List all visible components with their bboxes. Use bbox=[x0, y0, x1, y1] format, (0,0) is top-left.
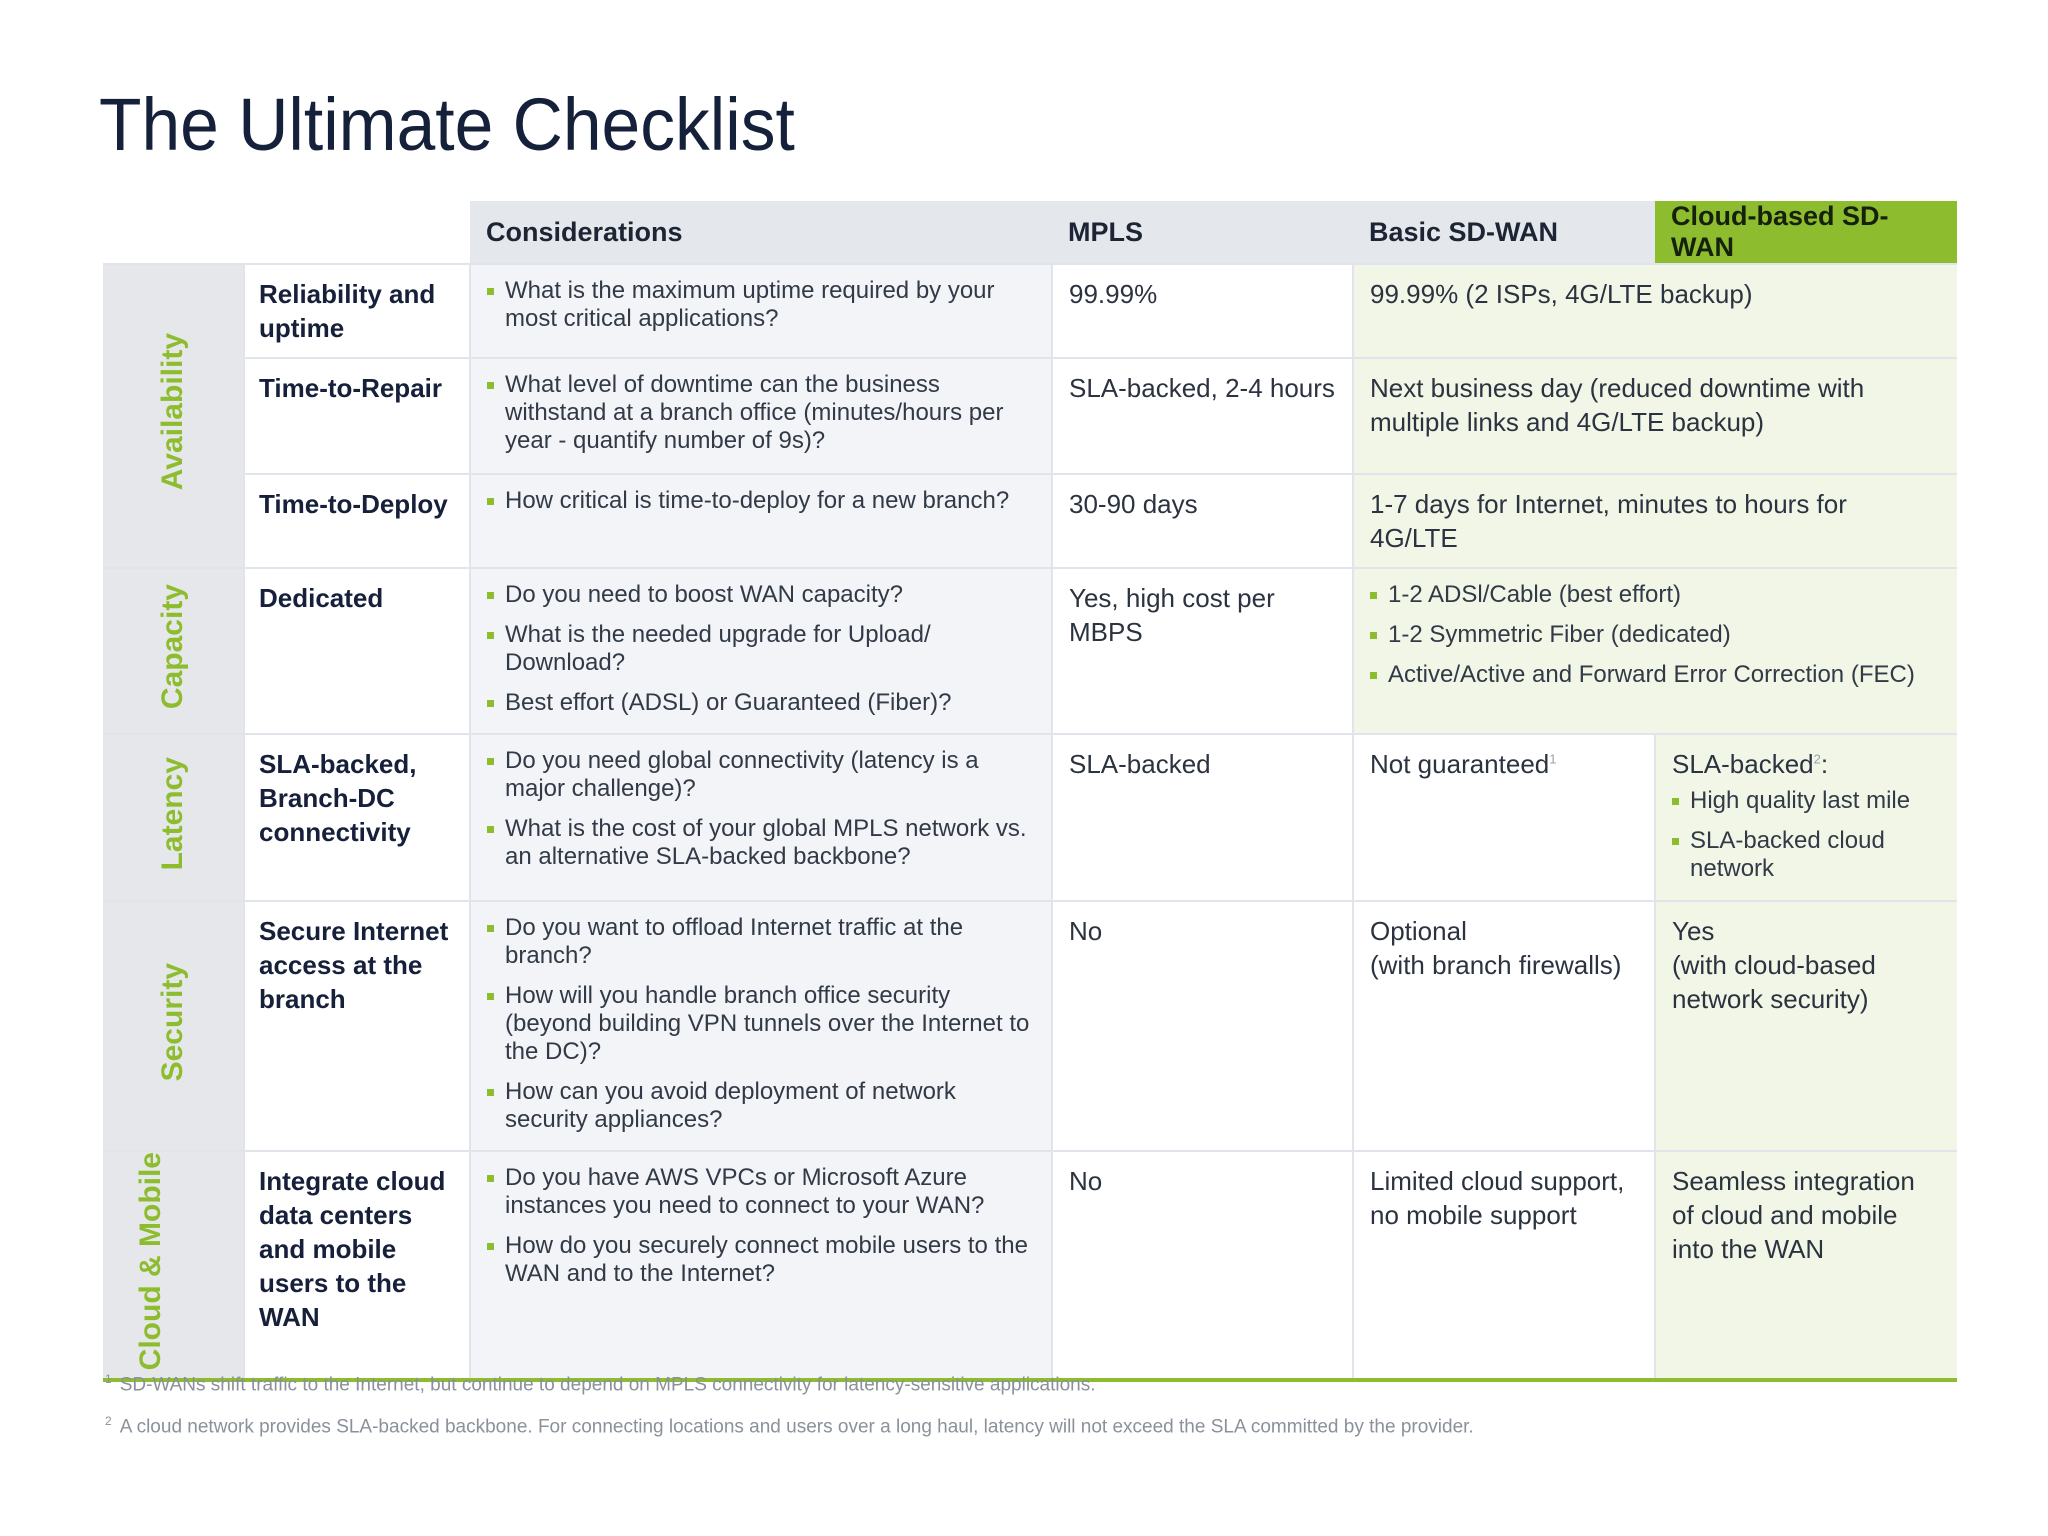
mpls-cell: SLA-backed, 2-4 hours bbox=[1052, 358, 1353, 474]
list-item: Do you want to offload Internet traffic at the branch? bbox=[487, 914, 1033, 970]
footnote-mark: 1 bbox=[105, 1372, 112, 1386]
basic-value: Not guaranteed bbox=[1370, 749, 1550, 779]
table-row bbox=[103, 568, 1957, 734]
footnote-ref: 2 bbox=[1813, 751, 1821, 767]
considerations-cell bbox=[470, 568, 1052, 734]
basic-sdwan-cell: Limited cloud support, no mobile support bbox=[1353, 1151, 1655, 1380]
table-row bbox=[103, 901, 1957, 1151]
basic-sdwan-cell bbox=[1353, 734, 1655, 901]
cloud-note: (with cloud-based network security) bbox=[1672, 950, 1876, 1014]
mpls-cell: No bbox=[1052, 901, 1353, 1151]
category-availability bbox=[103, 264, 244, 568]
footnote-text: SD-WANs shift traffic to the Internet, but continue to depend on MPLS connectivity for latency-sensitive applications. bbox=[119, 1374, 1096, 1396]
considerations-cell bbox=[470, 901, 1052, 1151]
cloud-suffix: : bbox=[1820, 749, 1829, 779]
table-row bbox=[103, 264, 1957, 358]
category-capacity bbox=[103, 568, 244, 734]
row-title: SLA-backed, Branch-DC connectivity bbox=[244, 734, 470, 901]
category-label: Latency bbox=[156, 756, 189, 871]
table-row bbox=[103, 1151, 1957, 1380]
list-item: Best effort (ADSL) or Guaranteed (Fiber)? bbox=[487, 689, 1033, 717]
list-item: How critical is time-to-deploy for a new branch? bbox=[487, 487, 1033, 515]
category-security bbox=[103, 901, 244, 1151]
table-row bbox=[103, 734, 1957, 901]
considerations-cell bbox=[470, 358, 1052, 474]
sdwan-merged-cell: Next business day (reduced downtime with multiple links and 4G/LTE backup) bbox=[1353, 358, 1957, 474]
footnote bbox=[105, 1372, 1474, 1396]
mpls-cell: 30-90 days bbox=[1052, 474, 1353, 568]
row-title: Integrate cloud data centers and mobile users to the WAN bbox=[244, 1151, 470, 1380]
footnote-mark: 2 bbox=[105, 1414, 112, 1429]
category-label: Security bbox=[156, 962, 189, 1082]
list-item: How will you handle branch office security (beyond building VPN tunnels over the Internet to the DC)? bbox=[487, 982, 1033, 1066]
header-basic-sdwan: Basic SD-WAN bbox=[1353, 201, 1655, 264]
category-latency bbox=[103, 734, 244, 901]
cloud-value: Yes bbox=[1672, 916, 1715, 946]
list-item: High quality last mile bbox=[1672, 787, 1941, 815]
header-mpls: MPLS bbox=[1052, 201, 1353, 264]
list-item: How do you securely connect mobile users to the WAN and to the Internet? bbox=[487, 1232, 1033, 1288]
footnote-text: A cloud network provides SLA-backed backbone. For connecting locations and users over a long haul, latency will not exceed the SLA committed by the provider. bbox=[119, 1416, 1474, 1438]
checklist-table bbox=[103, 201, 1957, 1382]
footnote-ref: 1 bbox=[1549, 751, 1557, 767]
list-item: 1-2 Symmetric Fiber (dedicated) bbox=[1370, 621, 1941, 649]
row-title: Secure Internet access at the branch bbox=[244, 901, 470, 1151]
page-title: The Ultimate Checklist bbox=[99, 83, 795, 166]
list-item: Do you need to boost WAN capacity? bbox=[487, 581, 1033, 609]
category-label: Availability bbox=[156, 333, 189, 491]
row-title: Time-to-Repair bbox=[244, 358, 470, 474]
cloud-sdwan-cell: Seamless integration of cloud and mobile into the WAN bbox=[1655, 1151, 1957, 1380]
category-label: Cloud & Mobile bbox=[134, 1152, 167, 1371]
list-item: 1-2 ADSl/Cable (best effort) bbox=[1370, 581, 1941, 609]
list-item: SLA-backed cloud network bbox=[1672, 827, 1941, 883]
list-item: Do you need global connectivity (latency is a major challenge)? bbox=[487, 747, 1033, 803]
header-blank bbox=[103, 201, 470, 264]
sdwan-merged-cell: 99.99% (2 ISPs, 4G/LTE backup) bbox=[1353, 264, 1957, 358]
header-considerations: Considerations bbox=[470, 201, 1052, 264]
category-cloud-mobile bbox=[103, 1151, 244, 1380]
list-item: How can you avoid deployment of network security appliances? bbox=[487, 1078, 1033, 1134]
table-row bbox=[103, 358, 1957, 474]
basic-sdwan-cell bbox=[1353, 901, 1655, 1151]
table-row bbox=[103, 474, 1957, 568]
category-label: Capacity bbox=[156, 584, 189, 710]
mpls-cell: Yes, high cost per MBPS bbox=[1052, 568, 1353, 734]
row-title: Dedicated bbox=[244, 568, 470, 734]
basic-note: (with branch firewalls) bbox=[1370, 950, 1622, 980]
footnotes bbox=[105, 1372, 1474, 1457]
list-item: What is the needed upgrade for Upload/ Download? bbox=[487, 621, 1033, 677]
list-item: Do you have AWS VPCs or Microsoft Azure instances you need to connect to your WAN? bbox=[487, 1164, 1033, 1220]
cloud-sdwan-cell bbox=[1655, 901, 1957, 1151]
considerations-cell bbox=[470, 1151, 1052, 1380]
row-title: Time-to-Deploy bbox=[244, 474, 470, 568]
cloud-value: SLA-backed bbox=[1672, 749, 1814, 779]
mpls-cell: 99.99% bbox=[1052, 264, 1353, 358]
header-row bbox=[103, 201, 1957, 264]
list-item: Active/Active and Forward Error Correction (FEC) bbox=[1370, 661, 1941, 689]
sdwan-merged-cell: 1-7 days for Internet, minutes to hours for 4G/LTE bbox=[1353, 474, 1957, 568]
mpls-cell: SLA-backed bbox=[1052, 734, 1353, 901]
considerations-cell bbox=[470, 264, 1052, 358]
mpls-cell: No bbox=[1052, 1151, 1353, 1380]
sdwan-merged-cell bbox=[1353, 568, 1957, 734]
basic-value: Optional bbox=[1370, 916, 1467, 946]
list-item: What is the cost of your global MPLS network vs. an alternative SLA-backed backbone? bbox=[487, 815, 1033, 871]
cloud-sdwan-cell bbox=[1655, 734, 1957, 901]
considerations-cell bbox=[470, 734, 1052, 901]
row-title: Reliability and uptime bbox=[244, 264, 470, 358]
footnote bbox=[105, 1414, 1474, 1438]
list-item: What is the maximum uptime required by your most critical applications? bbox=[487, 277, 1033, 333]
list-item: What level of downtime can the business withstand at a branch office (minutes/hours per year - quantify number of 9s)? bbox=[487, 371, 1033, 455]
considerations-cell bbox=[470, 474, 1052, 568]
header-cloud-sdwan: Cloud-based SD-WAN bbox=[1655, 201, 1957, 264]
